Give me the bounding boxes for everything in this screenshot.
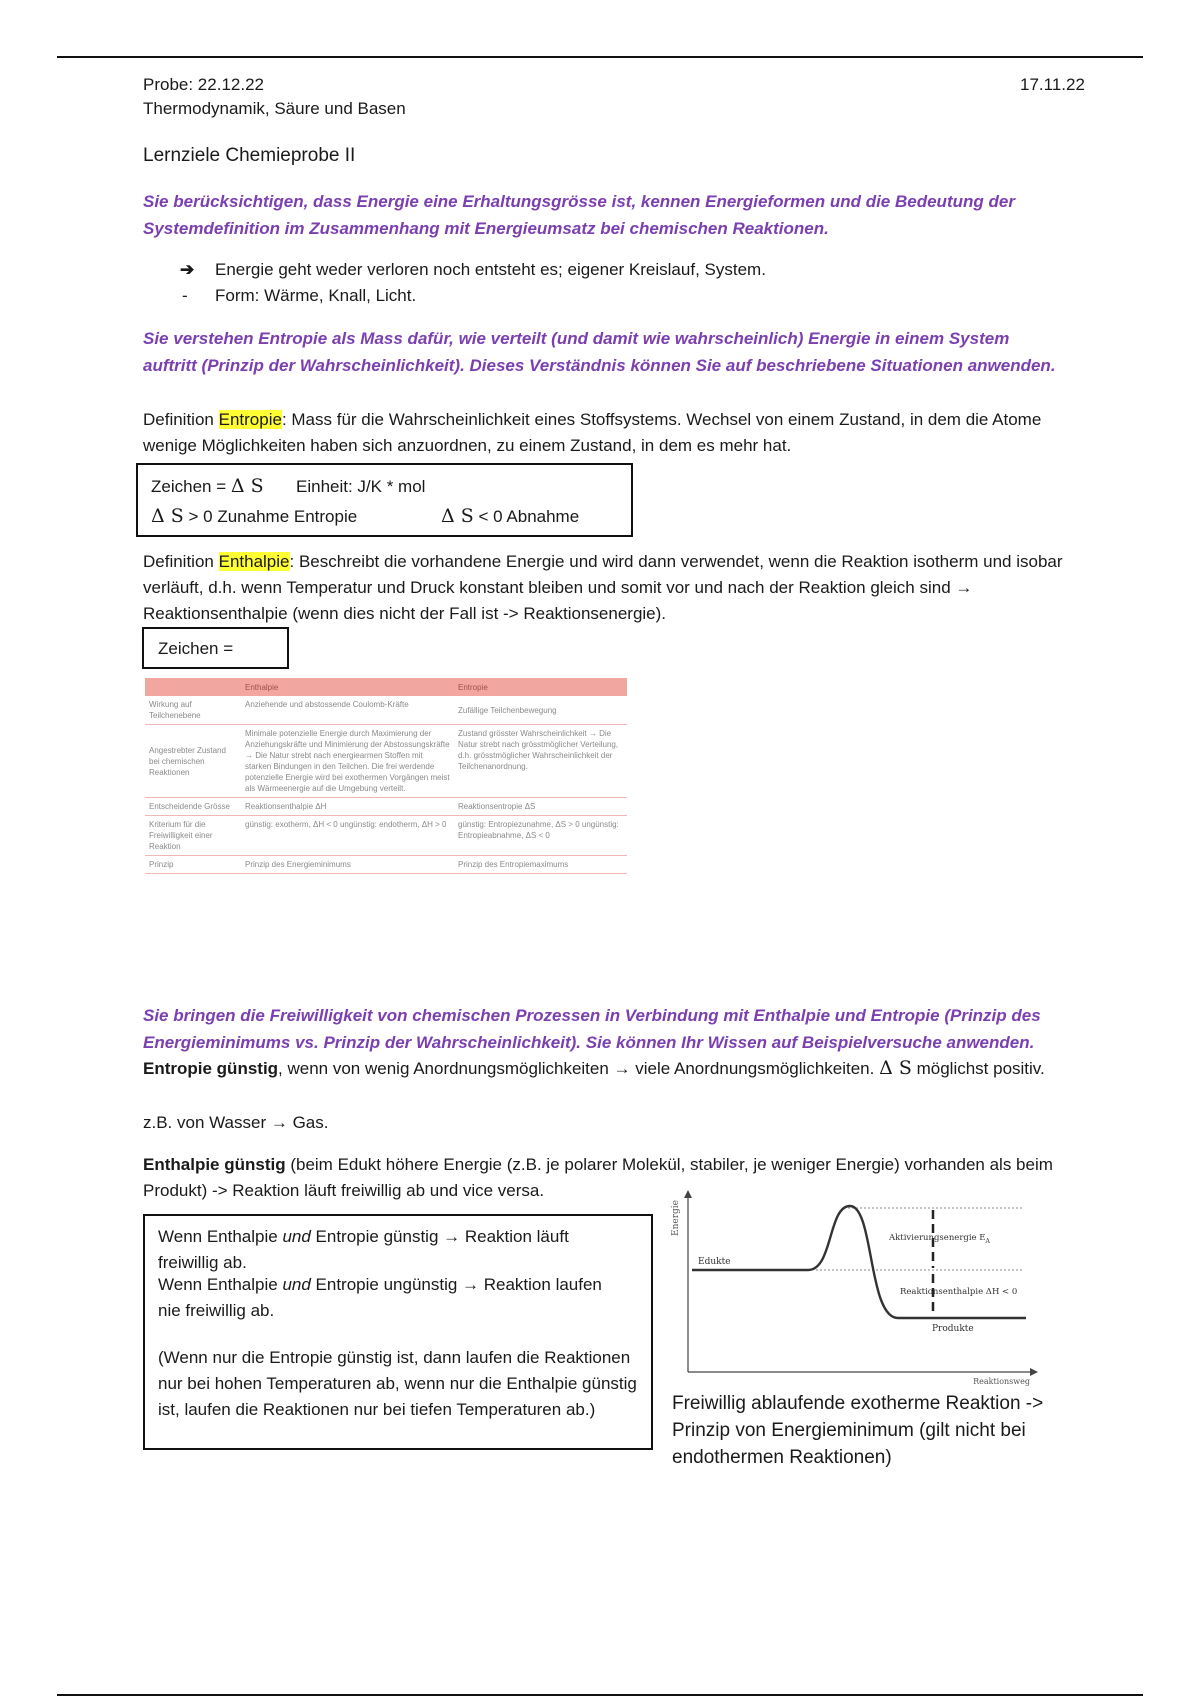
spontaneity-rules-box [143, 1214, 653, 1450]
table-row [145, 696, 627, 725]
diagram-caption: Freiwillig ablaufende exotherme Reaktion -> Prinzip von Energieminimum (gilt nicht bei endothermen Reaktionen) [672, 1393, 1044, 1468]
y-axis-arrow-icon [684, 1190, 692, 1198]
table-row [145, 798, 627, 816]
bullet-energy-forms: Form: Wärme, Knall, Licht. [215, 286, 417, 305]
learning-goal-spontaneity: Sie bringen die Freiwilligkeit von chemischen Prozessen in Verbindung mit Enthalpie und Entropie (Prinzip des Energieminimums vs. Prinzip der Wahrscheinlichkeit). Sie können Ihr Wissen auf Beispielversuche anwenden. [143, 1006, 1041, 1052]
table-cell: Zustand grösster Wahrscheinlichkeit → Die Natur strebt nach grösstmöglicher Verteilung, d.h. grösstmöglicher Wahrscheinlichkeit der Teilchenanordnung. [454, 725, 627, 798]
table-cell: Prinzip des Entropiemaximums [454, 856, 627, 874]
delta-s-symbol: Δ S [230, 475, 264, 497]
bullet-energy-conservation: Energie geht weder verloren noch entsteht es; eigener Kreislauf, System. [215, 260, 766, 279]
table-header: Enthalpie [241, 678, 454, 696]
table-cell: günstig: Entropiezunahme, ΔS > 0 ungünstig: Entropieabnahme, ΔS < 0 [454, 816, 627, 856]
table-cell: Reaktionsenthalpie ΔH [241, 798, 454, 816]
bottom-rule [57, 1694, 1143, 1696]
definition-enthalpy: Definition Enthalpie: Beschreibt die vorhandene Energie und wird dann verwendet, wenn die Reaktion isotherm und isobar verläuft, d.h. wenn Temperatur und Druck konstant bleiben und somit vor und nach der Reaktion gleich sind → Reaktionsenthalpie (wenn dies nicht der Fall ist -> Reaktionsenergie). [143, 552, 1063, 623]
table-cell: Kriterium für die Freiwilligkeit einer Reaktion [145, 816, 241, 856]
document-date: 17.11.22 [1020, 75, 1085, 94]
energy-diagram [668, 1188, 1040, 1388]
probe-date: Probe: 22.12.22 [143, 75, 264, 94]
table-cell: Minimale potenzielle Energie durch Maximierung der Anziehungskräfte und Minimierung der Abstossungskräfte → Die Natur strebt nach energiearmen Stoffen mit starken Bindungen in den Teilchen. Die frei werdende potenzielle Energie wird bei exothermen Vorgängen meist als Wärmeenergie auf die Umgebung verteilt. [241, 725, 454, 798]
x-axis-label: Reaktionsweg [973, 1377, 1030, 1386]
definition-entropy: Definition Entropie: Mass für die Wahrscheinlichkeit eines Stoffsystems. Wechsel von einem Zustand, in dem die Atome wenige Möglichkeiten haben sich anzuordnen, zu einem Zustand, in dem es mehr hat. [143, 410, 1042, 455]
entropy-example: z.B. von Wasser → Gas. [143, 1113, 329, 1132]
enthalpy-symbol-box: Zeichen = [142, 627, 289, 669]
enthalpy-entropy-table [145, 678, 627, 874]
activation-energy-label: Aktivierungsenergie $E_A$ [889, 1233, 990, 1245]
table-cell: Anziehende und abstossende Coulomb-Kräfte [241, 696, 454, 725]
table-cell: günstig: exotherm, ΔH < 0 ungünstig: endotherm, ΔH > 0 [241, 816, 454, 856]
entropy-symbol-box: Zeichen = Δ S Einheit: J/K * mol Δ S > 0 Zunahme Entropie Δ S < 0 Abnahme [136, 463, 633, 537]
learning-goal-energy: Sie berücksichtigen, dass Energie eine Erhaltungsgrösse ist, kennen Energieformen und die Bedeutung der Systemdefinition im Zusammenhang mit Energieumsatz bei chemischen Reaktionen. [143, 192, 1015, 238]
page-title: Lernziele Chemieprobe II [143, 145, 356, 166]
dash-marker: - [182, 286, 188, 305]
rule-both-unfavorable: Wenn Enthalpie und Entropie ungünstig → Reaktion laufen nie freiwillig ab. [158, 1275, 602, 1320]
entropy-increase: > 0 Zunahme Entropie [183, 507, 358, 526]
table-cell: Angestrebter Zustand bei chemischen Reaktionen [145, 725, 241, 798]
arrow-icon: ➔ [180, 260, 195, 279]
delta-s-symbol: Δ S [151, 505, 184, 527]
energy-curve [692, 1206, 1026, 1318]
table-row [145, 725, 627, 798]
entropy-decrease: < 0 Abnahme [473, 507, 580, 526]
entropy-unit: Einheit: J/K * mol [296, 477, 426, 496]
rule-note: (Wenn nur die Entropie günstig ist, dann laufen die Reaktionen nur bei hohen Temperaturen ab, wenn nur die Enthalpie günstig ist, laufen die Reaktionen nur bei tiefen Temperaturen ab.) [158, 1348, 637, 1419]
table-row [145, 856, 627, 874]
table-row [145, 816, 627, 856]
entropy-favorable: Entropie günstig, wenn von wenig Anordnungsmöglichkeiten → viele Anordnungsmöglichkeiten. Δ S möglichst positiv. [143, 1057, 1045, 1079]
table-header [145, 678, 241, 696]
x-axis-arrow-icon [1030, 1368, 1038, 1376]
educts-label: Edukte [698, 1257, 731, 1267]
table-cell: Wirkung auf Teilchenebene [145, 696, 241, 725]
table-header-row [145, 678, 627, 696]
term-enthalpy: Enthalpie [218, 552, 290, 571]
table-cell: Prinzip [145, 856, 241, 874]
term-entropy: Entropie [218, 410, 282, 429]
y-axis-label: Energie [671, 1200, 681, 1236]
products-label: Produkte [932, 1324, 974, 1334]
table-header: Entropie [454, 678, 627, 696]
top-rule [57, 56, 1143, 58]
enthalpy-favorable: Enthalpie günstig (beim Edukt höhere Energie (z.B. je polarer Molekül, stabiler, je weniger Energie) vorhanden als beim Produkt) -> Reaktion läuft freiwillig ab und vice versa. [143, 1155, 1053, 1200]
reaction-enthalpy-label: Reaktionsenthalpie ΔH < 0 [900, 1287, 1018, 1297]
table-cell: Reaktionsentropie ΔS [454, 798, 627, 816]
learning-goal-entropy: Sie verstehen Entropie als Mass dafür, wie verteilt (und damit wie wahrscheinlich) Energie in einem System auftritt (Prinzip der Wahrscheinlichkeit). Dieses Verständnis können Sie auf beschriebene Situationen anwenden. [143, 329, 1056, 375]
delta-s-symbol: Δ S [441, 505, 474, 527]
table-cell: Entscheidende Grösse [145, 798, 241, 816]
table-cell: Prinzip des Energieminimums [241, 856, 454, 874]
rule-both-favorable: Wenn Enthalpie und Entropie günstig → Reaktion läuft freiwillig ab. [158, 1227, 569, 1272]
topic: Thermodynamik, Säure und Basen [143, 99, 406, 118]
table-cell: Zufällige Teilchenbewegung [454, 696, 627, 725]
